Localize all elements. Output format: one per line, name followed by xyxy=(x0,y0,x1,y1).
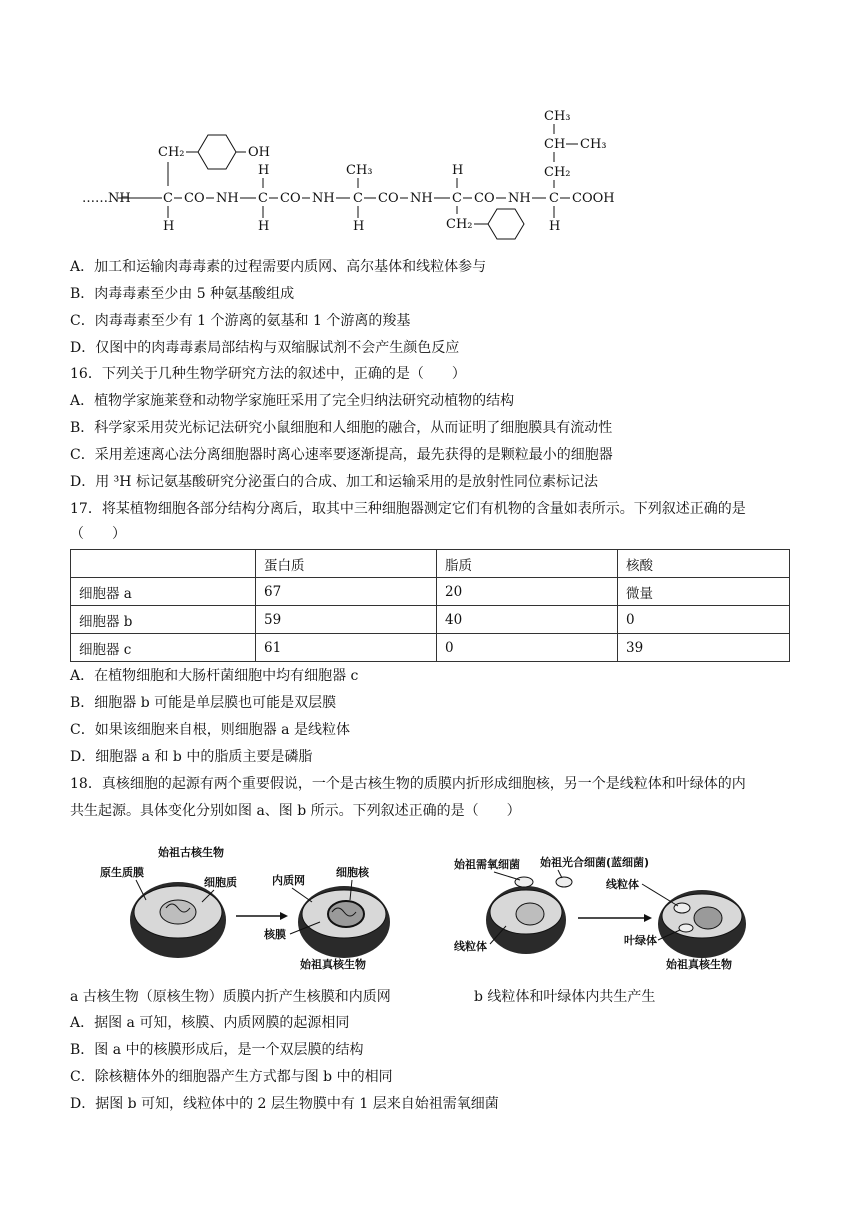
atom-ch3-right: CH₃ xyxy=(580,137,607,152)
atom-ch3: CH₃ xyxy=(346,163,373,178)
table-cell: 40 xyxy=(437,606,618,634)
table-cell: 20 xyxy=(437,578,618,606)
table-cell: 0 xyxy=(618,606,790,634)
atom-ch2-bottom: CH₂ xyxy=(446,217,473,232)
q17-option-a: A．在植物细胞和大肠杆菌细胞中均有细胞器 c xyxy=(70,668,359,684)
figure-b-diagram xyxy=(446,846,756,974)
q18-option-b: B．图 a 中的核膜形成后，是一个双层膜的结构 xyxy=(70,1042,364,1058)
atom-ch3-top: CH₃ xyxy=(544,109,571,124)
table-cell: 细胞器 a xyxy=(71,578,256,606)
table-cell: 微量 xyxy=(618,578,790,606)
q15-option-a: A．加工和运输肉毒毒素的过程需要内质网、高尔基体和线粒体参与 xyxy=(70,259,487,275)
atom-nh3: NH xyxy=(410,191,433,206)
q18-stem-line2: 共生起源。具体变化分别如图 a、图 b 所示。下列叙述正确的是（ ） xyxy=(70,803,521,819)
atom-cooh: COOH xyxy=(572,191,615,206)
endosymbiosis-cell-left xyxy=(486,870,572,954)
atom-c1: C xyxy=(163,191,173,206)
table-header-cell xyxy=(71,550,256,578)
q18-option-a: A．据图 a 可知，核膜、内质网膜的起源相同 xyxy=(70,1015,350,1031)
q18-option-d: D．据图 b 可知，线粒体中的 2 层生物膜中有 1 层来自始祖需氧细菌 xyxy=(70,1096,499,1112)
table-cell: 67 xyxy=(256,578,437,606)
q17-stem-line2: （ ） xyxy=(70,526,126,542)
q15-option-d: D．仅图中的肉毒毒素局部结构与双缩脲试剂不会产生颜色反应 xyxy=(70,340,460,356)
atom-oh: OH xyxy=(248,145,270,160)
atom-co4: CO xyxy=(474,191,495,206)
archaea-cell-illustration xyxy=(130,880,226,958)
atom-c5: C xyxy=(549,191,559,206)
fig-a-caption: a 古核生物（原核生物）质膜内折产生核膜和内质网 xyxy=(70,989,391,1005)
fig-b-label-chloroplast: 叶绿体 xyxy=(624,934,657,947)
atom-co3: CO xyxy=(378,191,399,206)
atom-h4: H xyxy=(452,163,464,178)
fig-a-label-nuclear-envelope: 核膜 xyxy=(264,928,286,941)
table-row xyxy=(71,606,790,634)
fig-a-label-nucleus: 细胞核 xyxy=(336,866,369,879)
atom-ch2-top: CH₂ xyxy=(158,145,185,160)
atom-c3: C xyxy=(353,191,363,206)
q16-stem: 16．下列关于几种生物学研究方法的叙述中，正确的是（ ） xyxy=(70,366,466,382)
table-header-cell: 核酸 xyxy=(618,550,790,578)
table-cell: 0 xyxy=(437,634,618,662)
chain-prefix: ……NH xyxy=(82,191,131,206)
atom-co1: CO xyxy=(184,191,205,206)
fig-a-label-ancestor-archaea: 始祖古核生物 xyxy=(158,846,224,859)
atom-h1: H xyxy=(163,219,175,234)
q16-option-b: B．科学家采用荧光标记法研究小鼠细胞和人细胞的融合，从而证明了细胞膜具有流动性 xyxy=(70,420,613,436)
table-cell: 61 xyxy=(256,634,437,662)
table-row xyxy=(71,578,790,606)
q16-option-d: D．用 ³H 标记氨基酸研究分泌蛋白的合成、加工和运输采用的是放射性同位素标记法 xyxy=(70,474,598,490)
table-cell: 39 xyxy=(618,634,790,662)
organelle-table xyxy=(70,549,790,662)
atom-c2: C xyxy=(258,191,268,206)
arrow-icon xyxy=(644,914,652,922)
q18-option-c: C．除核糖体外的细胞器产生方式都与图 b 中的相同 xyxy=(70,1069,393,1085)
atom-h3: H xyxy=(353,219,365,234)
fig-b-caption: b 线粒体和叶绿体内共生产生 xyxy=(474,989,656,1005)
q15-option-b: B．肉毒毒素至少由 5 种氨基酸组成 xyxy=(70,286,295,302)
arrow-icon xyxy=(280,912,288,920)
benzene-ring-bottom xyxy=(488,209,524,239)
table-cell: 59 xyxy=(256,606,437,634)
atom-h2-bottom: H xyxy=(258,219,270,234)
benzene-ring-top xyxy=(198,135,236,169)
table-cell: 细胞器 c xyxy=(71,634,256,662)
q18-stem-line1: 18．真核细胞的起源有两个重要假说，一个是古核生物的质膜内折形成细胞核，另一个是线粒体和叶绿体的内 xyxy=(70,776,746,792)
atom-h5: H xyxy=(549,219,561,234)
table-header-cell: 脂质 xyxy=(437,550,618,578)
q16-option-a: A．植物学家施莱登和动物学家施旺采用了完全归纳法研究动植物的结构 xyxy=(70,393,515,409)
table-row xyxy=(71,634,790,662)
table-header-cell: 蛋白质 xyxy=(256,550,437,578)
fig-b-label-ancestor-eukaryote: 始祖真核生物 xyxy=(666,958,732,971)
endosymbiosis-cell-right xyxy=(642,884,746,958)
atom-nh4: NH xyxy=(508,191,531,206)
fig-a-label-ancestor-eukaryote: 始祖真核生物 xyxy=(300,958,366,971)
fig-a-label-er: 内质网 xyxy=(272,874,305,887)
table-header-row xyxy=(71,550,790,578)
atom-h2-top: H xyxy=(258,163,270,178)
q17-stem-line1: 17．将某植物细胞各部分结构分离后，取其中三种细胞器测定它们有机物的含量如表所示。下列叙述正确的是 xyxy=(70,501,746,517)
q17-option-b: B．细胞器 b 可能是单层膜也可能是双层膜 xyxy=(70,695,337,711)
table-cell: 细胞器 b xyxy=(71,606,256,634)
fig-a-label-plasma-membrane: 原生质膜 xyxy=(100,866,144,879)
fig-b-label-mitochondrion-left: 线粒体 xyxy=(454,940,487,953)
atom-ch2-iso: CH₂ xyxy=(544,165,571,180)
figure-a-diagram xyxy=(96,842,396,974)
eukaryote-cell-illustration xyxy=(290,880,390,958)
peptide-structure-diagram xyxy=(78,102,678,242)
atom-nh1: NH xyxy=(216,191,239,206)
fig-b-label-mitochondrion-right: 线粒体 xyxy=(606,878,639,891)
atom-nh2: NH xyxy=(312,191,335,206)
atom-co2: CO xyxy=(280,191,301,206)
q17-option-c: C．如果该细胞来自根，则细胞器 a 是线粒体 xyxy=(70,722,350,738)
atom-ch-branch: CH xyxy=(544,137,566,152)
fig-b-label-aerobic-bacteria: 始祖需氧细菌 xyxy=(454,858,520,871)
q16-option-c: C．采用差速离心法分离细胞器时离心速率要逐渐提高，最先获得的是颗粒最小的细胞器 xyxy=(70,447,613,463)
fig-a-label-cytoplasm: 细胞质 xyxy=(204,876,237,889)
fig-b-label-photosynthetic-bacteria: 始祖光合细菌(蓝细菌) xyxy=(540,856,650,869)
q15-option-c: C．肉毒毒素至少有 1 个游离的氨基和 1 个游离的羧基 xyxy=(70,313,411,329)
atom-c4: C xyxy=(452,191,462,206)
q17-option-d: D．细胞器 a 和 b 中的脂质主要是磷脂 xyxy=(70,749,313,765)
